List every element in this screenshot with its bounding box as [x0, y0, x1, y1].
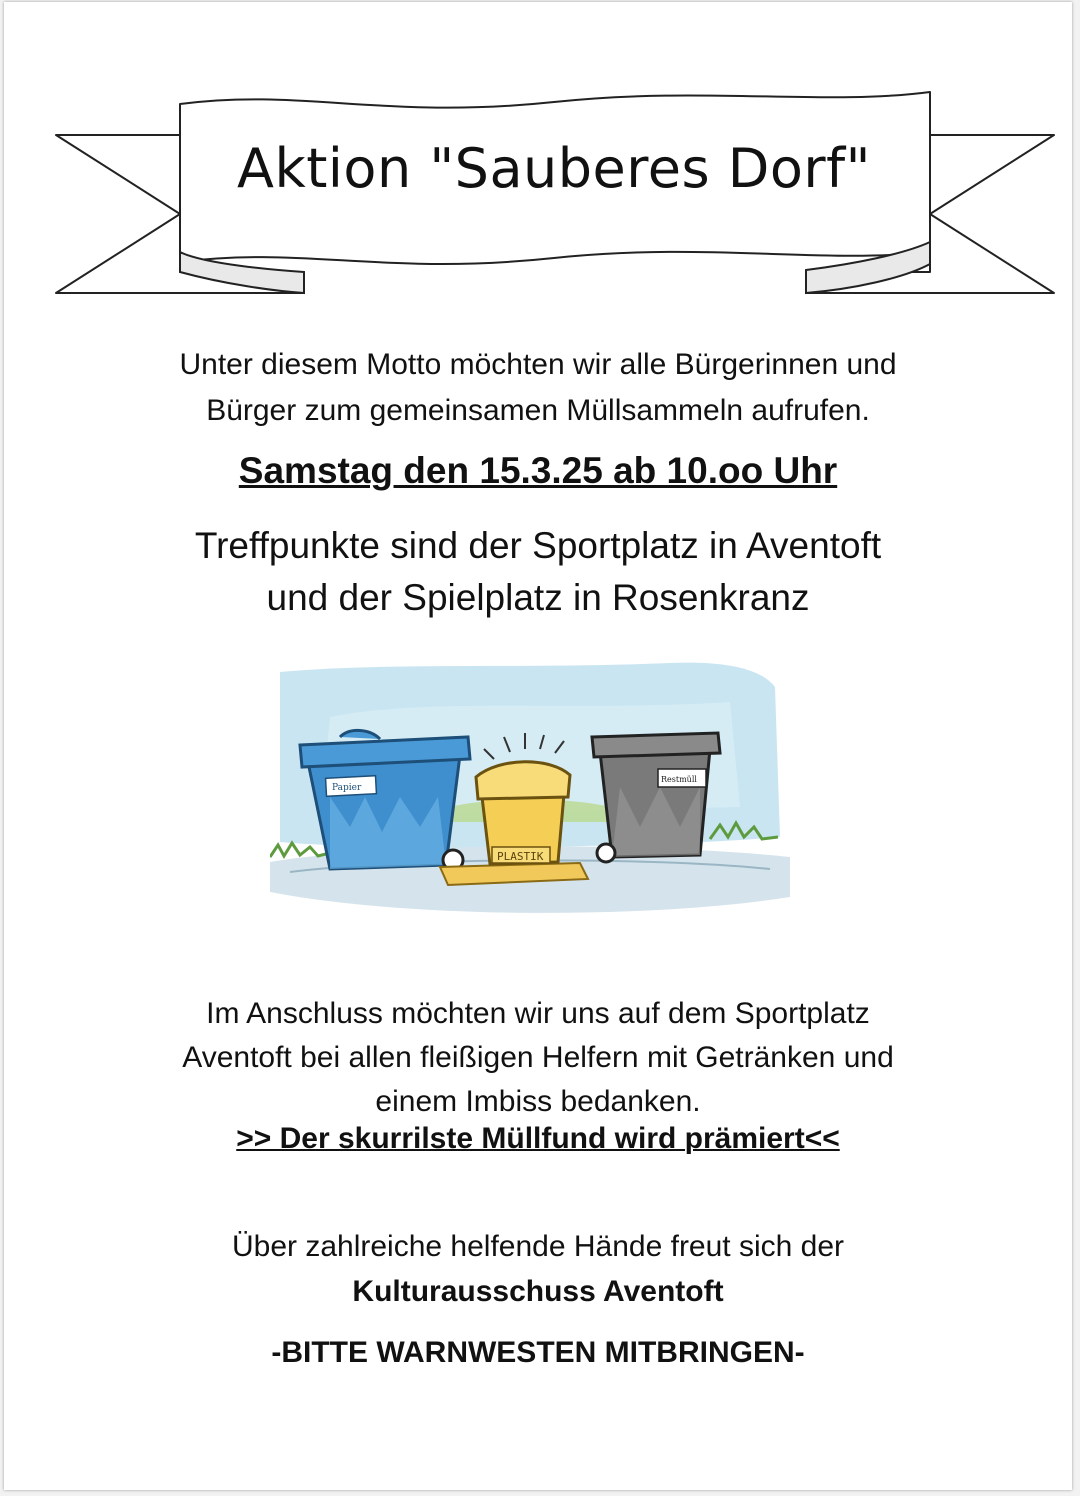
grey-bin [592, 733, 720, 862]
meeting-points [4, 520, 1072, 624]
vest-reminder: -BITTE WARNWESTEN MITBRINGEN- [271, 1336, 805, 1369]
intro-line: Unter diesem Motto möchten wir alle Bürgerinnen und [179, 348, 897, 381]
meeting-line: und der Spielplatz in Rosenkranz [266, 577, 810, 618]
blue-bin [300, 730, 470, 870]
intro-line: Bürger zum gemeinsamen Müllsammeln aufrufen. [206, 394, 870, 427]
trash-bins-illustration [270, 657, 790, 927]
award-notice [4, 1122, 1072, 1156]
award-text: >> Der skurrilste Müllfund wird prämiert<< [236, 1122, 840, 1155]
paragraph-line: Aventoft bei allen fleißigen Helfern mit Getränken und [182, 1041, 894, 1074]
page-title: Aktion "Sauberes Dorf" [237, 137, 871, 200]
event-date [4, 450, 1072, 492]
event-date-text: Samstag den 15.3.25 ab 10.oo Uhr [238, 450, 838, 491]
thanks-paragraph [4, 992, 1072, 1124]
grey-bin-label: Restmüll [661, 775, 697, 784]
yellow-bin-label: PLASTIK [497, 850, 544, 863]
intro-text [4, 342, 1072, 434]
flyer-page [4, 2, 1072, 1490]
title-banner [4, 2, 1072, 312]
meeting-line: Treffpunkte sind der Sportplatz in Aventoft [194, 525, 882, 566]
organizer-name: Kulturausschuss Aventoft [352, 1275, 724, 1308]
blue-bin-label: Papier [332, 783, 362, 793]
closing-line: Über zahlreiche helfende Hände freut sich der [231, 1230, 845, 1263]
paragraph-line: einem Imbiss bedanken. [375, 1085, 701, 1118]
paragraph-line: Im Anschluss möchten wir uns auf dem Sportplatz [206, 997, 870, 1030]
